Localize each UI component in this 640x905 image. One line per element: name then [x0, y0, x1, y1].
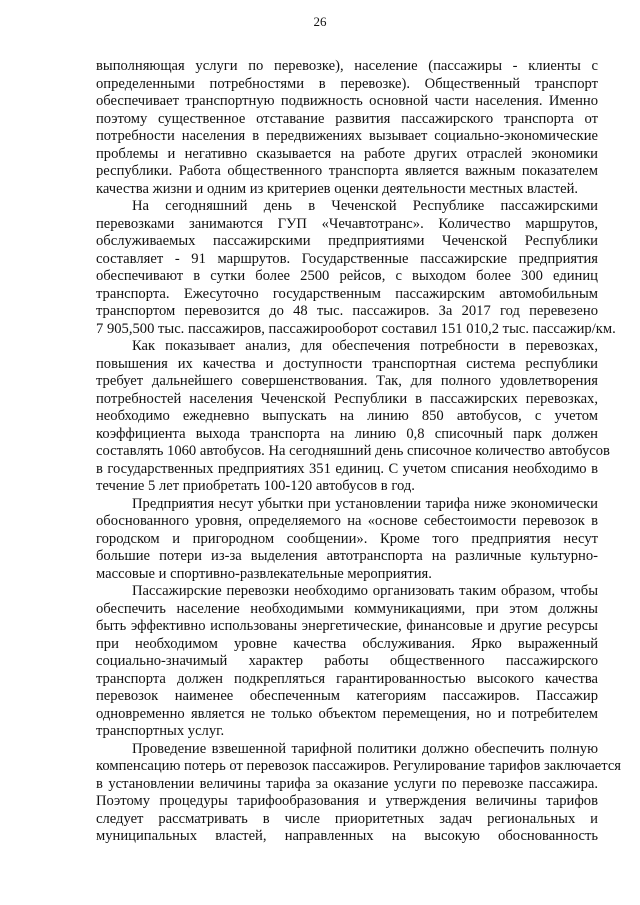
- text-line: потребностей населения Чеченской Республики в пассажирских перевозках,: [96, 390, 598, 407]
- text-line: обоснованного уровня, определяемого на «основе себестоимости перевозок в: [96, 513, 598, 529]
- text-line: транспорта должен подкрепляться гарантированностью высокого качества: [96, 670, 598, 687]
- text-line: необходимо ежедневно выпускать на линию 850 автобусов, с учетом: [96, 408, 598, 424]
- paragraph: [96, 496, 598, 584]
- text-line: в государственных предприятиях 351 единиц. С учетом списания необходимо в: [96, 460, 598, 477]
- text-line: Пассажирские перевозки необходимо организовать таким образом, чтобы: [132, 583, 598, 599]
- text-line: компенсацию потерь от перевозок пассажиров. Регулирование тарифов заключается: [96, 758, 622, 774]
- text-line: обслуживаемых пассажирскими предприятиями Чеченской Республики: [96, 233, 598, 249]
- text-line: проблемы и негативно сказывается на работе других отраслей экономики: [96, 145, 598, 162]
- text-line: коэффициента выхода транспорта на линию 0,8 списочный парк должен: [96, 425, 598, 442]
- text-line: в установлении величины тарифа за оказание услуги по перевозке пассажира.: [96, 775, 598, 792]
- text-line: республики. Работа общественного транспорта является важным показателем: [96, 163, 598, 179]
- text-line: повышения их качества и доступности транспортная система республики: [96, 355, 598, 372]
- text-line: требует дальнейшего совершенствования. Так, для полного удовлетворения: [96, 373, 598, 389]
- text-line: большие потери из-за выделения автотранспорта на различные культурно-: [96, 548, 598, 564]
- text-line: Как показывает анализ, для обеспечения потребности в перевозках,: [132, 338, 598, 354]
- text-line: составлять 1060 автобусов. На сегодняшний день списочное количество автобусов: [96, 443, 610, 459]
- body-text: [96, 58, 622, 846]
- text-line: выполняющая услуги по перевозке), население (пассажиры - клиенты с: [96, 58, 598, 74]
- paragraph: [96, 58, 598, 198]
- text-line: следует рассматривать в числе приоритетных задач региональных и: [96, 810, 598, 827]
- text-line: перевозками занимаются ГУП «Чечавтотранс». Количество маршрутов,: [96, 215, 598, 232]
- text-line: перевозок наименее обеспеченным категориям пассажиров. Пассажир: [96, 688, 598, 704]
- text-line: обеспечивают в сутки более 2500 рейсов, с выходом более 300 единиц: [96, 268, 598, 284]
- text-line: потребности населения в передвижениях вызывает социально-экономические: [96, 128, 598, 144]
- text-line: качества жизни и одним из критериев оценки деятельности местных властей.: [96, 180, 579, 197]
- text-line: течение 5 лет приобретать 100-120 автобусов в год.: [96, 478, 415, 494]
- text-line: при необходимом уровне качества обслуживания. Ярко выраженный: [96, 635, 598, 652]
- paragraph: [96, 740, 622, 846]
- text-line: транспорта. Ежесуточно государственным пассажирским автомобильным: [96, 285, 598, 302]
- paragraph: [96, 583, 598, 741]
- text-line: Предприятия несут убытки при установлении тарифа ниже экономически: [132, 495, 598, 512]
- text-line: Проведение взвешенной тарифной политики должно обеспечить полную: [132, 740, 598, 757]
- text-line: социально-значимый характер работы общественного пассажирского: [96, 653, 598, 669]
- page-number: 26: [313, 14, 327, 29]
- text-line: обеспечить население необходимыми коммуникациями, при этом должны: [96, 600, 598, 617]
- text-line: 7 905,500 тыс. пассажиров, пассажирооборот составил 151 010,2 тыс. пассажир/км.: [96, 320, 616, 337]
- text-line: обеспечивает транспортную подвижность основной части населения. Именно: [96, 93, 598, 109]
- text-line: муниципальных властей, направленных на высокую обоснованность: [96, 828, 598, 844]
- text-line: одновременно является не только объектом перемещения, но и потребителем: [96, 705, 598, 722]
- text-line: быть эффективно использованы энергетические, финансовые и другие ресурсы: [96, 618, 598, 634]
- text-line: городском и пригородном сообщении». Кроме того предприятия несут: [96, 530, 598, 547]
- text-line: поэтому существенное отставание развития пассажирского транспорта от: [96, 110, 598, 127]
- text-line: массовые и спортивно-развлекательные мероприятия.: [96, 565, 432, 582]
- text-line: определенными потребностями в перевозке). Общественный транспорт: [96, 75, 598, 92]
- text-line: На сегодняшний день в Чеченской Республике пассажирскими: [132, 198, 598, 214]
- paragraph: [96, 198, 616, 338]
- text-line: составляет - 91 маршрутов. Государственные пассажирские предприятия: [96, 250, 598, 267]
- text-line: транспортных услуг.: [96, 723, 225, 739]
- paragraph: [96, 338, 610, 496]
- text-line: транспортом перевозится до 48 тыс. пассажиров. За 2017 год перевезено: [96, 303, 598, 319]
- text-line: Поэтому процедуры тарифообразования и утверждения величины тарифов: [96, 793, 598, 809]
